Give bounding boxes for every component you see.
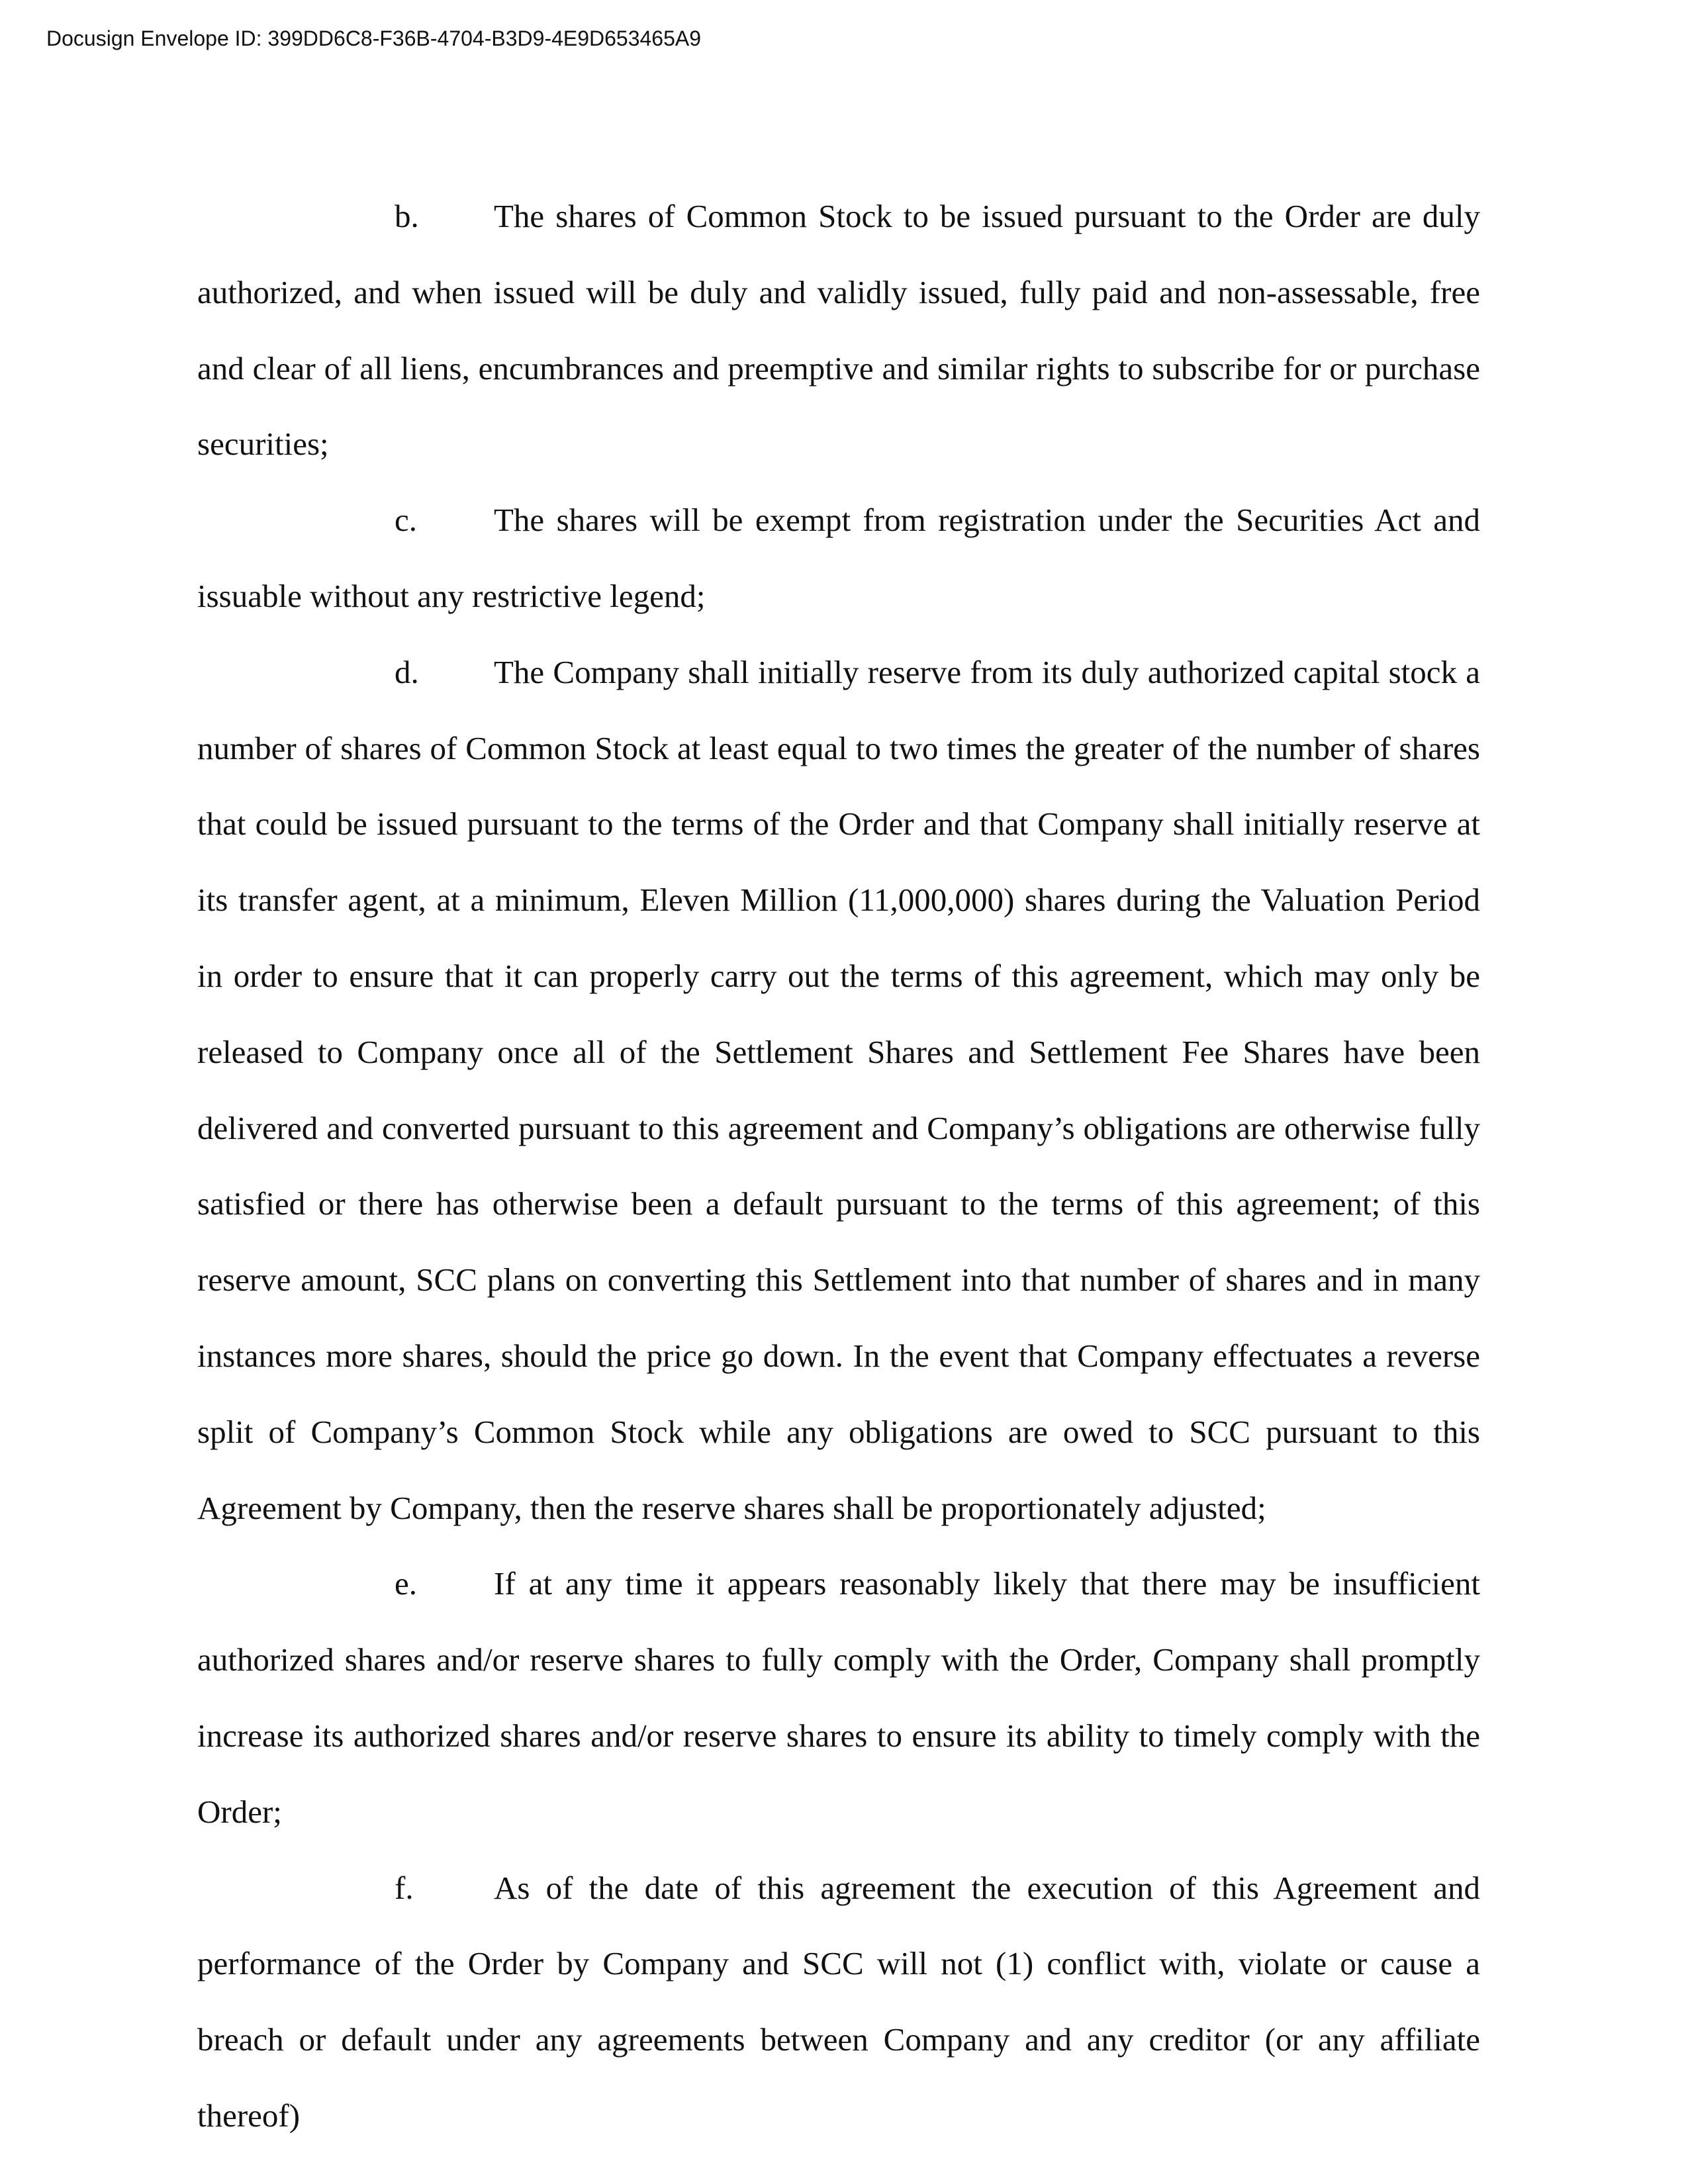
clause-c-lead-text: The shares will be exempt from registration under the Securities Act and (494, 502, 1480, 539)
clause-c (197, 482, 1480, 635)
clause-f-first-line (197, 1850, 1480, 1927)
clause-f-letter: f. (395, 1869, 414, 1906)
clause-e-lead-text: If at any time it appears reasonably likely that there may be insufficient (494, 1565, 1480, 1602)
clause-f (197, 1850, 1480, 2154)
clause-d-lead-text: The Company shall initially reserve from its duly authorized capital stock a (494, 653, 1480, 690)
clause-c-letter: c. (395, 502, 417, 539)
clause-e-first-line (197, 1546, 1480, 1622)
clause-d-first-line (197, 635, 1480, 711)
clause-b-letter: b. (395, 198, 419, 234)
clause-b (197, 179, 1480, 482)
clause-c-first-line (197, 482, 1480, 559)
clause-d-text: number of shares of Common Stock at least equal to two times the greater of the number of shares that could be issued pursuant to the terms of the Order and that Company shall initially reserve at its transfer agent, at a minimum, Eleven Million (11,000,000) shares during the Valuation Period in order to ensure that it can properly carry out the terms of this agreement, which may only be released to Company once all of the Settlement Shares and Settlement Fee Shares have been delivered and converted pursuant to this agreement and Company’s obligations are otherwise fully satisfied or there has otherwise been a default pursuant to the terms of this agreement; of this reserve amount, SCC plans on converting this Settlement into that number of shares and in many instances more shares, should the price go down. In the event that Company effectuates a reverse split of Company’s Common Stock while any obligations are owed to SCC pursuant to this Agreement by Company, then the reserve shares shall be proportionately adjusted; (197, 729, 1480, 1526)
clause-f-lead-text: As of the date of this agreement the execution of this Agreement and (494, 1869, 1480, 1906)
clause-e (197, 1546, 1480, 1850)
clause-b-text: authorized, and when issued will be duly and validly issued, fully paid and non-assessable, free and clear of all liens, encumbrances and preemptive and similar rights to subscribe for or purchase securities; (197, 273, 1480, 463)
document-body (197, 179, 1480, 2154)
clause-d-letter: d. (395, 653, 419, 690)
docusign-envelope-id: Docusign Envelope ID: 399DD6C8-F36B-4704-B3D9-4E9D653465A9 (46, 26, 702, 50)
clause-c-text: issuable without any restrictive legend; (197, 577, 706, 614)
clause-b-lead-text: The shares of Common Stock to be issued pursuant to the Order are duly (494, 198, 1480, 234)
clause-d (197, 635, 1480, 1547)
clause-e-letter: e. (395, 1565, 417, 1602)
clause-e-text: authorized shares and/or reserve shares to fully comply with the Order, Company shall promptly increase its authorized shares and/or reserve shares to ensure its ability to timely comply with the Order; (197, 1641, 1480, 1830)
clause-b-first-line (197, 179, 1480, 255)
clause-f-text: performance of the Order by Company and SCC will not (1) conflict with, violate or cause a breach or default under any agreements between Company and any creditor (or any affiliate thereof) (197, 1945, 1480, 2134)
